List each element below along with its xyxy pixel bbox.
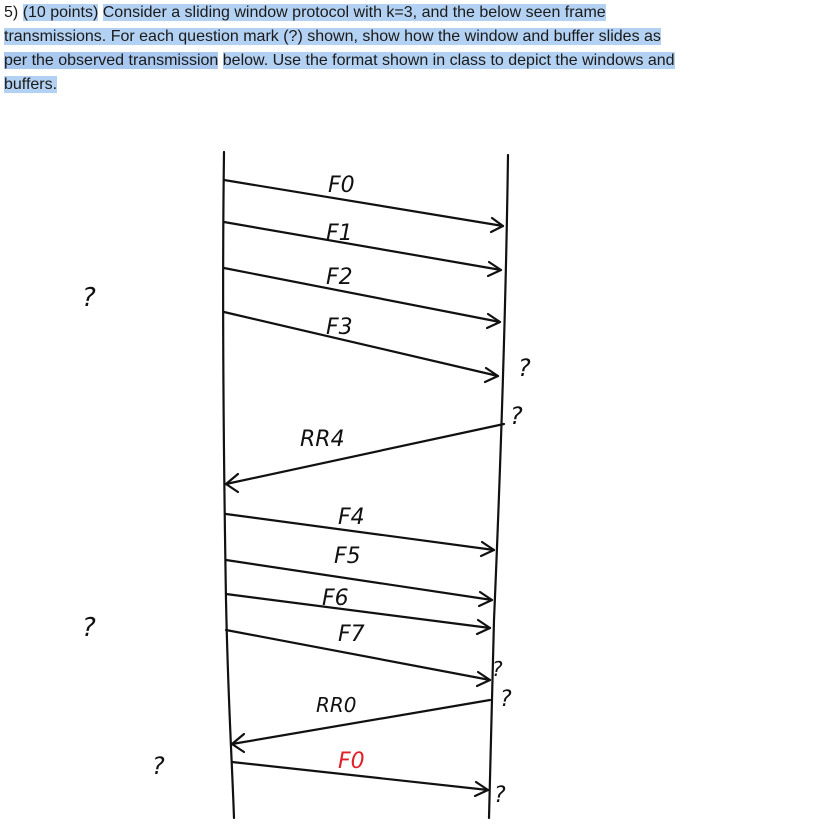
receiver-timeline xyxy=(489,155,508,818)
question-line1: Consider a sliding window protocol with k=3, and the below seen frame xyxy=(102,4,606,21)
ack-arrow-rr4 xyxy=(226,424,504,484)
label-f1: F1 xyxy=(326,221,353,246)
label-f0: F0 xyxy=(328,173,355,198)
label-f5: F5 xyxy=(334,544,361,569)
question-number: 5) xyxy=(4,4,19,21)
frame-arrow-f0 xyxy=(224,180,503,226)
ack-arrow-rr0 xyxy=(232,700,490,744)
question-mark-sender-2: ? xyxy=(82,613,96,643)
frame-arrow-f2 xyxy=(224,268,500,322)
question-mark-sender-3: ? xyxy=(152,752,165,780)
label-f7: F7 xyxy=(338,622,365,647)
label-f0-retransmit: F0 xyxy=(338,749,365,774)
label-rr4: RR4 xyxy=(300,427,345,452)
question-mark-receiver-5: ? xyxy=(494,783,506,808)
question-mark-sender-1: ? xyxy=(82,283,96,313)
question-line3a: per the observed transmission xyxy=(4,52,219,69)
frame-arrow-f1 xyxy=(224,222,501,270)
label-f2: F2 xyxy=(326,265,353,290)
question-mark-receiver-1: ? xyxy=(518,354,531,382)
label-f3: F3 xyxy=(326,315,353,340)
frame-arrow-f3 xyxy=(224,312,498,376)
question-mark-receiver-4: ? xyxy=(500,687,512,712)
question-points: (10 points) xyxy=(22,4,99,21)
question-mark-receiver-2: ? xyxy=(510,402,523,430)
question-line3b: below. Use the format shown in class to depict the windows and xyxy=(222,52,675,69)
label-rr0: RR0 xyxy=(316,693,357,717)
question-mark-receiver-3: ? xyxy=(492,657,503,681)
question-line4: buffers. xyxy=(4,76,58,93)
question-line2: transmissions. For each question mark (?) shown, show how the window and buffer slides as xyxy=(4,28,661,45)
label-f4: F4 xyxy=(338,505,365,530)
label-f6: F6 xyxy=(322,586,349,611)
